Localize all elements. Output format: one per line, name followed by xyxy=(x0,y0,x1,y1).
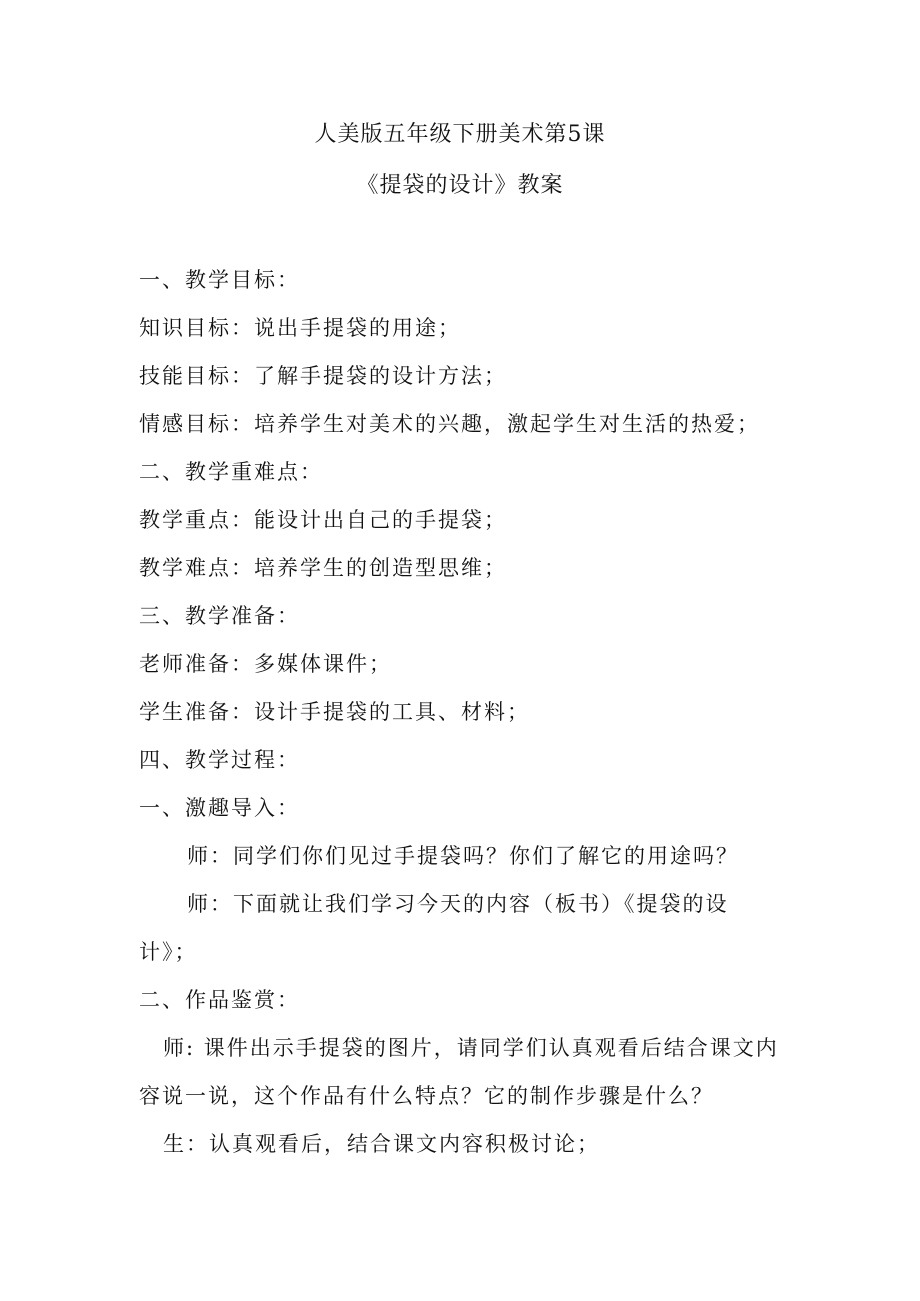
paragraph-teacher-show-images-continued: 容说一说，这个作品有什么特点？它的制作步骤是什么？ xyxy=(139,1084,714,1108)
document-title-line-1: 人美版五年级下册美术第5课 xyxy=(314,122,606,147)
paragraph-emotion-goal: 情感目标：培养学生对美术的兴趣，激起学生对生活的热爱； xyxy=(139,412,760,436)
paragraph-skill-goal: 技能目标：了解手提袋的设计方法； xyxy=(139,364,507,388)
document-title-line-2: 《提袋的设计》教案 xyxy=(356,173,564,198)
section-heading-key-points: 二、教学重难点： xyxy=(139,460,323,484)
paragraph-key-point: 教学重点：能设计出自己的手提袋； xyxy=(139,508,507,532)
paragraph-knowledge-goal: 知识目标：说出手提袋的用途； xyxy=(139,316,461,340)
paragraph-teacher-question: 师：同学们你们见过手提袋吗？你们了解它的用途吗？ xyxy=(187,844,739,868)
paragraph-teacher-introduction-continued: 计》； xyxy=(139,940,198,964)
paragraph-teacher-introduction: 师：下面就让我们学习今天的内容（板书）《提袋的设 xyxy=(187,892,729,916)
paragraph-student-discussion: 生：认真观看后，结合课文内容积极讨论； xyxy=(163,1132,600,1156)
subsection-heading-introduction: 一、激趣导入： xyxy=(139,796,300,820)
paragraph-teacher-show-images: 师: 课件出示手提袋的图片，请同学们认真观看后结合课文内 xyxy=(163,1036,779,1060)
section-heading-teaching-process: 四、教学过程： xyxy=(139,748,300,772)
section-heading-preparation: 三、教学准备： xyxy=(139,604,300,628)
subsection-heading-appreciation: 二、作品鉴赏： xyxy=(139,988,300,1012)
paragraph-student-preparation: 学生准备：设计手提袋的工具、材料； xyxy=(139,700,530,724)
paragraph-difficult-point: 教学难点：培养学生的创造型思维； xyxy=(139,556,507,580)
paragraph-teacher-preparation: 老师准备：多媒体课件； xyxy=(139,652,392,676)
section-heading-teaching-goals: 一、教学目标： xyxy=(139,268,300,292)
